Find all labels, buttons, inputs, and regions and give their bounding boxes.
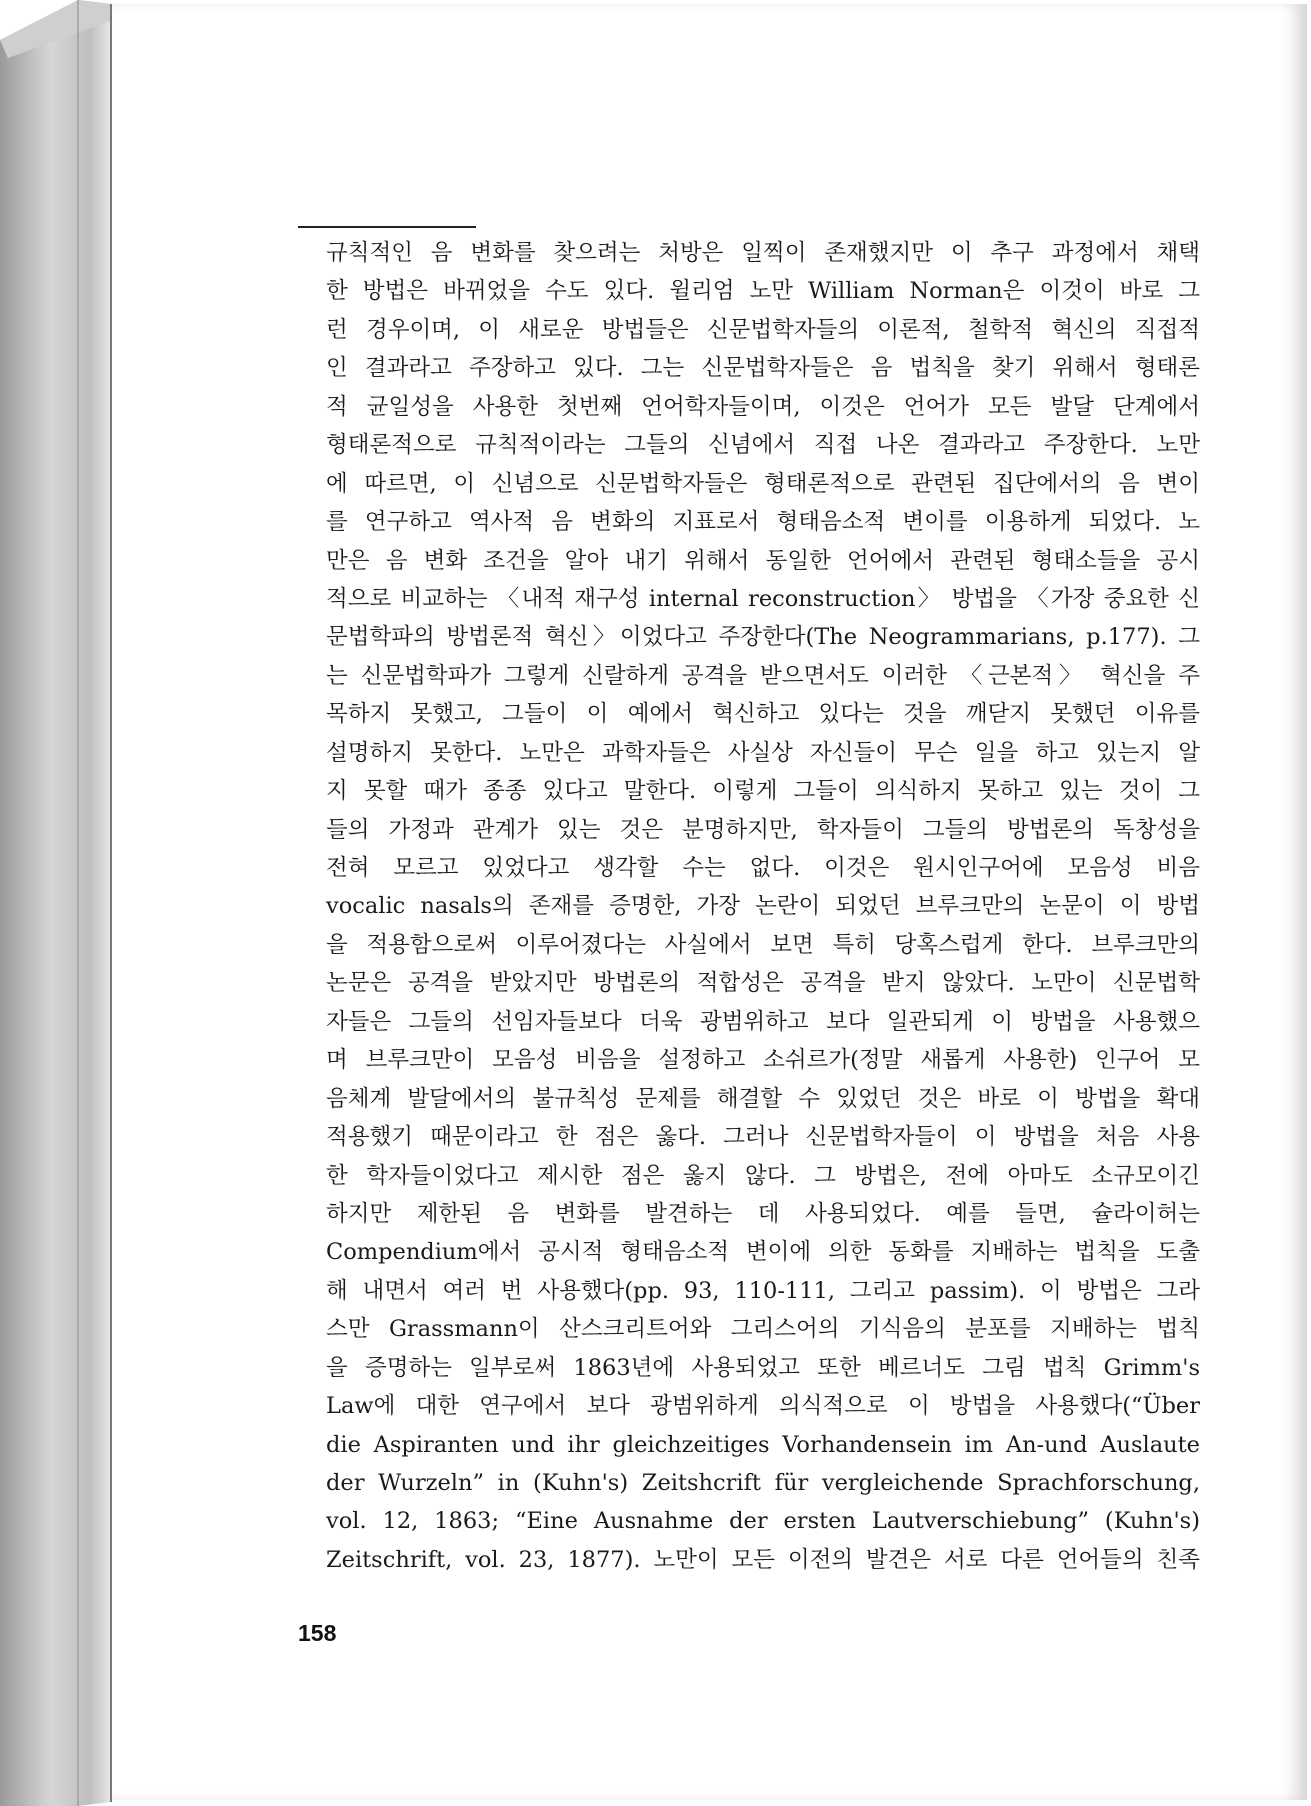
text-line: 자들은 그들의 선임자들보다 더욱 광범위하고 보다 일관되게 이 방법을 사용했으 [326,1008,1200,1035]
text-line: 전혀 모르고 있었다고 생각할 수는 없다. 이것은 원시인구어에 모음성 비음 [326,855,1200,881]
page-edge-shadow [1283,4,1307,1800]
text-line: 한 학자들이었다고 제시한 점은 옳지 않다. 그 방법은, 전에 아마도 소규모이긴 [326,1162,1200,1189]
text-line: 형태론적으로 규칙적이라는 그들의 신념에서 직접 나온 결과라고 주장한다. 노만 [326,432,1200,459]
text-line: 며 브루크만이 모음성 비음을 설정하고 소쉬르가(정말 새롭게 사용한) 인구어 모 [326,1047,1200,1074]
text-line: 한 방법은 바뀌었을 수도 있다. 윌리엄 노만 William Norman은 이것이 바로 그 [326,278,1200,305]
footnote-rule [298,226,476,228]
text-line: 들의 가정과 관계가 있는 것은 분명하지만, 학자들이 그들의 방법론의 독창성을 [326,816,1200,843]
text-line: 적용했기 때문이라고 한 점은 옳다. 그러나 신문법학자들이 이 방법을 처음 사용 [326,1124,1200,1151]
text-line: 만은 음 변화 조건을 알아 내기 위해서 동일한 언어에서 관련된 형태소들을 공시 [326,547,1200,574]
text-line: der Wurzeln” in (Kuhn's) Zeitshcrift für vergleichende Sprachforschung, [326,1470,1200,1496]
text-line: 런 경우이며, 이 새로운 방법들은 신문법학자들의 이론적, 철학적 혁신의 직접적 [326,316,1200,343]
text-line: Law에 대한 연구에서 보다 광범위하게 의식적으로 이 방법을 사용했다(“Über [326,1393,1200,1420]
text-line: 를 연구하고 역사적 음 변화의 지표로서 형태음소적 변이를 이용하게 되었다. 노 [326,509,1200,536]
text-line: 는 신문법학파가 그렇게 신랄하게 공격을 받으면서도 이러한 〈근본적〉 혁신을 주 [326,662,1200,689]
page-number: 158 [298,1620,337,1646]
text-line: vocalic nasals의 존재를 증명한, 가장 논란이 되었던 브루크만의 논문이 이 방법 [326,893,1200,920]
text-line: die Aspiranten und ihr gleichzeitiges Vorhandensein im An-und Auslaute [326,1431,1200,1458]
text-line: 지 못할 때가 종종 있다고 말한다. 이렇게 그들이 의식하지 못하고 있는 것이 그 [326,778,1200,805]
book-spine [0,0,112,1806]
text-line: Zeitschrift, vol. 23, 1877). 노만이 모든 이전의 발견은 서로 다른 언어들의 친족 [326,1546,1200,1573]
page-sheet [112,4,1307,1800]
text-line: 해 내면서 여러 번 사용했다(pp. 93, 110-111, 그리고 passim). 이 방법은 그라 [326,1277,1200,1304]
footnote-text [326,234,1200,1579]
text-line: 음체계 발달에서의 불규칙성 문제를 해결할 수 있었던 것은 바로 이 방법을 확대 [326,1085,1200,1112]
text-line: vol. 12, 1863; “Eine Ausnahme der ersten Lautverschiebung” (Kuhn's) [326,1508,1200,1535]
text-line: 인 결과라고 주장하고 있다. 그는 신문법학자들은 음 법칙을 찾기 위해서 형태론 [326,355,1200,382]
text-line: 적으로 비교하는 〈내적 재구성 internal reconstruction〉 방법을 〈가장 중요한 신 [326,585,1200,612]
text-line: 을 적용함으로써 이루어졌다는 사실에서 보면 특히 당혹스럽게 한다. 브루크만의 [326,931,1200,958]
text-line: Compendium에서 공시적 형태음소적 변이에 의한 동화를 지배하는 법칙을 도출 [326,1239,1200,1266]
text-line: 목하지 못했고, 그들이 이 예에서 혁신하고 있다는 것을 깨닫지 못했던 이유를 [326,701,1200,728]
text-line: 규칙적인 음 변화를 찾으려는 처방은 일찍이 존재했지만 이 추구 과정에서 채택 [326,240,1200,266]
text-line: 설명하지 못한다. 노만은 과학자들은 사실상 자신들이 무슨 일을 하고 있는지 알 [326,739,1200,766]
text-line: 을 증명하는 일부로써 1863년에 사용되었고 또한 베르너도 그림 법칙 Grimm's [326,1354,1200,1381]
text-line: 에 따르면, 이 신념으로 신문법학자들은 형태론적으로 관련된 집단에서의 음 변이 [326,470,1200,497]
text-line: 스만 Grassmann이 산스크리트어와 그리스어의 기식음의 분포를 지배하는 법칙 [326,1316,1200,1343]
text-line: 적 균일성을 사용한 첫번째 언어학자들이며, 이것은 언어가 모든 발달 단계에서 [326,393,1200,420]
text-line: 논문은 공격을 받았지만 방법론의 적합성은 공격을 받지 않았다. 노만이 신문법학 [326,970,1200,997]
text-line: 하지만 제한된 음 변화를 발견하는 데 사용되었다. 예를 들면, 슐라이허는 [326,1200,1200,1227]
text-line: 문법학파의 방법론적 혁신〉이었다고 주장한다(The Neogrammarians, p.177). 그 [326,624,1200,651]
